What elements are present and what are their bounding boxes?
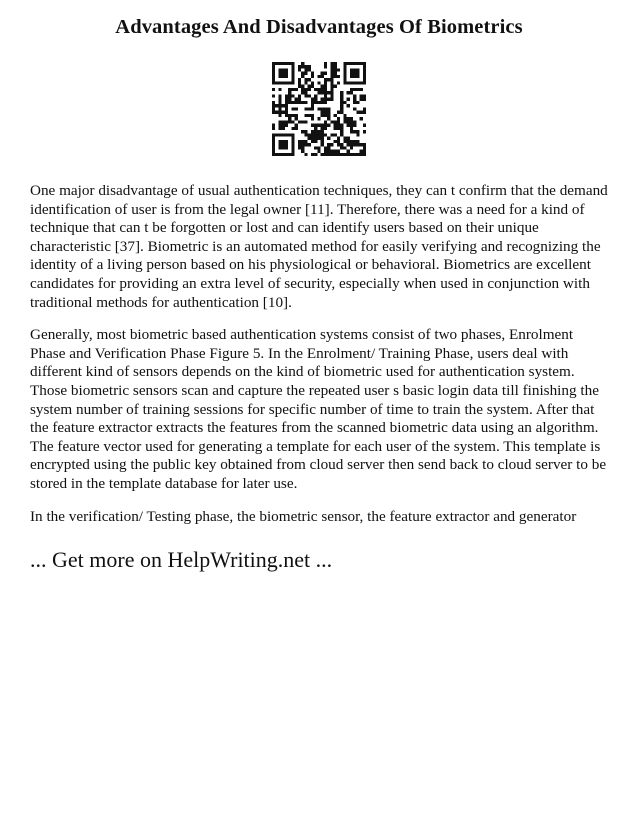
- document-title: Advantages And Disadvantages Of Biometrics: [115, 16, 523, 38]
- qr-code-icon: [272, 62, 366, 156]
- paragraph-1: One major disadvantage of usual authentication techniques, they can t confirm that the demand identification of user is from the legal owner [11]. Therefore, there was a need for a kind of technique that can t be forgotten or lost and can identify users based on their unique characteristic [37]. Biometric is an automated method for easily verifying and recognizing the identity of a living person based on his physiological or behavioral. Biometrics are excellent candidates for providing an extra level of security, especially when used in conjunction with traditional methods for authentication [10].: [30, 182, 608, 311]
- paragraph-2: Generally, most biometric based authentication systems consist of two phases, Enrolment Phase and Verification Phase Figure 5. In the Enrolment/ Training Phase, users deal with different kind of sensors depends on the kind of biometric used for authentication system. Those biometric sensors scan and capture the repeated user s basic login data till finishing the system number of training sessions for specific number of time to train the system. After that the feature extractor extracts the features from the scanned biometric data using an algorithm. The feature vector used for generating a template for each user of the system. This template is encrypted using the public key obtained from cloud server then send back to cloud server to be stored in the template database for later use.: [30, 326, 607, 492]
- get-more-link[interactable]: ... Get more on HelpWriting.net ...: [30, 547, 333, 573]
- qr-code-container: [30, 62, 608, 156]
- document-body: [30, 182, 608, 526]
- paragraph-3: In the verification/ Testing phase, the biometric sensor, the feature extractor and generator: [30, 507, 577, 525]
